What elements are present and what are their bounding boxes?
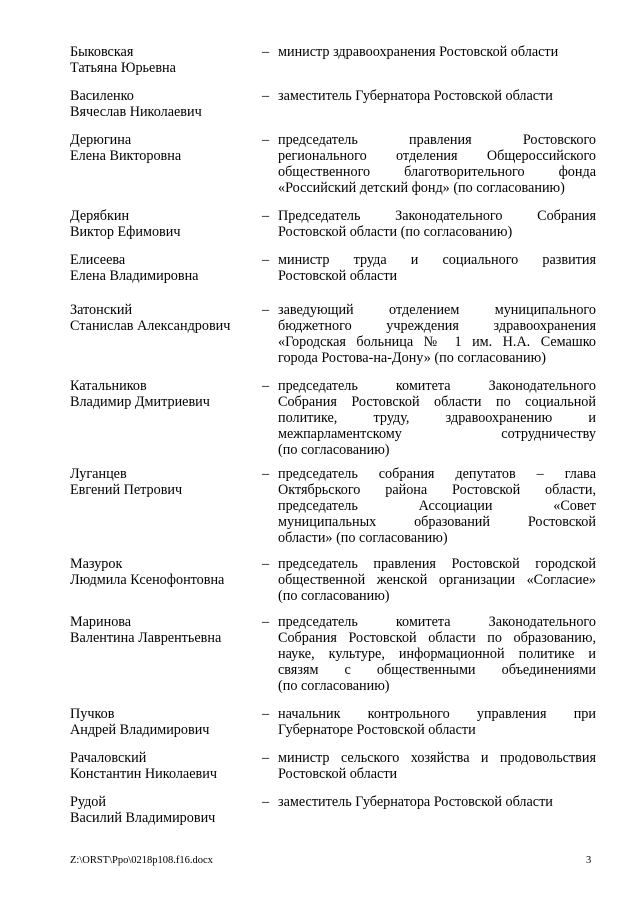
member-given-names: Елена Викторовна (70, 148, 182, 164)
position-line: Ростовской области (278, 766, 398, 782)
member-given-names: Татьяна Юрьевна (70, 60, 176, 76)
position-line: министр труда и социального развития (278, 252, 596, 268)
position-line: города Ростова-на-Дону» (по согласованию) (278, 350, 546, 366)
separator-dash: – (262, 302, 270, 318)
page-number: 3 (586, 855, 592, 866)
member-name (70, 556, 260, 588)
separator-dash: – (262, 252, 270, 268)
separator-dash: – (262, 706, 270, 722)
member-given-names: Василий Владимирович (70, 810, 216, 826)
member-position (278, 794, 596, 810)
position-line: Ростовской области (278, 268, 398, 284)
position-line: науке, культуре, информационной политике и (278, 646, 596, 662)
member-surname: Маринова (70, 614, 132, 630)
position-line: Губернаторе Ростовской области (278, 722, 476, 738)
position-line: (по согласованию) (278, 588, 390, 604)
separator-dash: – (262, 88, 270, 104)
member-position (278, 208, 596, 240)
position-line: Председатель Законодательного Собрания (278, 208, 596, 224)
separator-dash: – (262, 466, 270, 482)
member-position (278, 556, 596, 604)
position-line: министр здравоохранения Ростовской области (278, 44, 559, 60)
member-surname: Дерябкин (70, 208, 130, 224)
separator-dash: – (262, 378, 270, 394)
position-line: «Городская больница № 1 им. Н.А. Семашко (278, 334, 596, 350)
position-line: председатель правления Ростовского (278, 132, 596, 148)
position-line: общественной женской организации «Согласие» (278, 572, 596, 588)
member-name (70, 252, 260, 284)
position-line: председатель комитета Законодательного (278, 378, 596, 394)
position-line: регионального отделения Общероссийского (278, 148, 596, 164)
position-line: Октябрьского района Ростовской области, (278, 482, 596, 498)
footer-file-path: Z:\ORST\Ppo\0218p108.f16.docx (70, 855, 213, 866)
position-line: области» (по согласованию) (278, 530, 448, 546)
member-name (70, 466, 260, 498)
member-position (278, 466, 596, 546)
member-name (70, 44, 260, 76)
separator-dash: – (262, 208, 270, 224)
position-line: заместитель Губернатора Ростовской области (278, 794, 553, 810)
member-position (278, 88, 596, 104)
separator-dash: – (262, 44, 270, 60)
position-line: министр сельского хозяйства и продовольствия (278, 750, 596, 766)
member-name (70, 208, 260, 240)
member-name (70, 750, 260, 782)
member-given-names: Валентина Лаврентьевна (70, 630, 222, 646)
position-line: Собрания Ростовской области по образованию, (278, 630, 596, 646)
position-line: общественного благотворительного фонда (278, 164, 596, 180)
member-position (278, 132, 596, 196)
member-position (278, 706, 596, 738)
member-surname: Рудой (70, 794, 106, 810)
member-name (70, 302, 260, 334)
member-given-names: Владимир Дмитриевич (70, 394, 210, 410)
member-name (70, 706, 260, 738)
member-given-names: Евгений Петрович (70, 482, 183, 498)
separator-dash: – (262, 750, 270, 766)
member-name (70, 794, 260, 826)
member-given-names: Елена Владимировна (70, 268, 199, 284)
member-surname: Затонский (70, 302, 133, 318)
position-line: (по согласованию) (278, 678, 390, 694)
member-position (278, 750, 596, 782)
member-surname: Василенко (70, 88, 134, 104)
member-surname: Луганцев (70, 466, 127, 482)
member-position (278, 252, 596, 284)
position-line: председатель Ассоциации «Совет (278, 498, 596, 514)
position-line: заместитель Губернатора Ростовской области (278, 88, 553, 104)
member-name (70, 614, 260, 646)
member-position (278, 44, 596, 60)
member-surname: Пучков (70, 706, 115, 722)
member-given-names: Андрей Владимирович (70, 722, 210, 738)
member-given-names: Вячеслав Николаевич (70, 104, 202, 120)
position-line: «Российский детский фонд» (по согласованию) (278, 180, 565, 196)
position-line: председатель правления Ростовской городской (278, 556, 596, 572)
member-given-names: Константин Николаевич (70, 766, 217, 782)
member-given-names: Станислав Александрович (70, 318, 231, 334)
position-line: заведующий отделением муниципального (278, 302, 596, 318)
position-line: (по согласованию) (278, 442, 390, 458)
member-surname: Катальников (70, 378, 147, 394)
member-position (278, 614, 596, 694)
member-surname: Дерюгина (70, 132, 132, 148)
position-line: связям с общественными объединениями (278, 662, 596, 678)
member-name (70, 88, 260, 120)
member-position (278, 302, 596, 366)
position-line: бюджетного учреждения здравоохранения (278, 318, 596, 334)
separator-dash: – (262, 556, 270, 572)
position-line: председатель собрания депутатов – глава (278, 466, 596, 482)
position-line: Собрания Ростовской области по социальной (278, 394, 596, 410)
position-line: межпарламентскому сотрудничеству (278, 426, 596, 442)
member-given-names: Людмила Ксенофонтовна (70, 572, 225, 588)
position-line: муниципальных образований Ростовской (278, 514, 596, 530)
member-name (70, 378, 260, 410)
position-line: Ростовской области (по согласованию) (278, 224, 513, 240)
member-surname: Быковская (70, 44, 134, 60)
separator-dash: – (262, 794, 270, 810)
member-surname: Рачаловский (70, 750, 147, 766)
separator-dash: – (262, 614, 270, 630)
member-given-names: Виктор Ефимович (70, 224, 181, 240)
member-position (278, 378, 596, 458)
position-line: председатель комитета Законодательного (278, 614, 596, 630)
position-line: политике, труду, здравоохранению и (278, 410, 596, 426)
member-surname: Мазурок (70, 556, 123, 572)
member-name (70, 132, 260, 164)
position-line: начальник контрольного управления при (278, 706, 596, 722)
member-surname: Елисеева (70, 252, 126, 268)
separator-dash: – (262, 132, 270, 148)
